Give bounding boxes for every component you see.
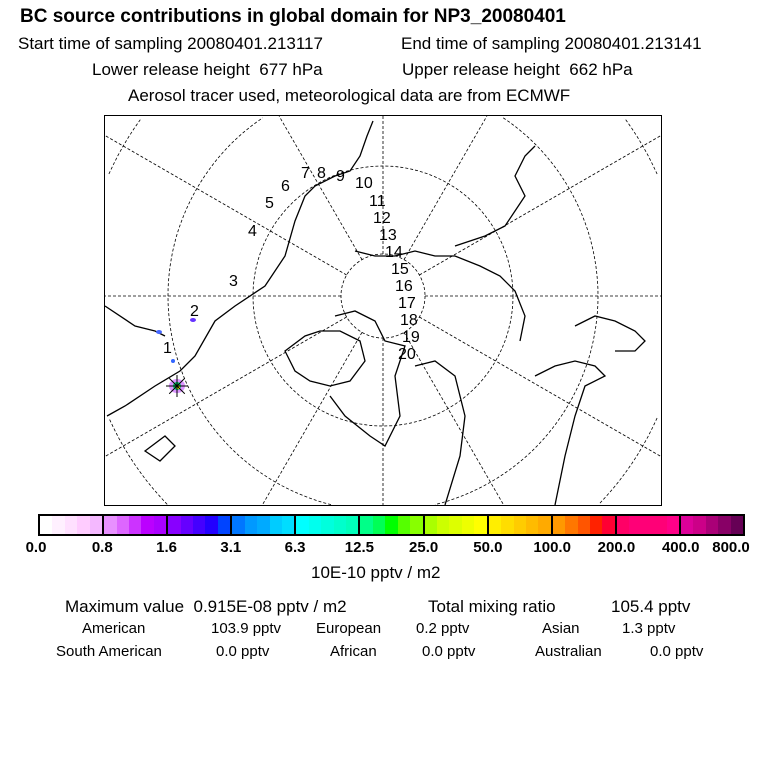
colorbar-shade — [346, 516, 358, 534]
colorbar-shade — [77, 516, 89, 534]
colorbar-segment — [360, 516, 424, 534]
trajectory-label: 14 — [385, 244, 403, 261]
colorbar-tick-label: 50.0 — [473, 539, 503, 556]
colorbar-shade — [398, 516, 410, 534]
coastline — [535, 361, 605, 505]
region-name: European — [316, 620, 382, 637]
upper-release — [402, 60, 633, 80]
total-label: Total mixing ratio — [428, 597, 556, 616]
colorbar-segment — [168, 516, 232, 534]
trajectory-label: 2 — [190, 303, 199, 320]
colorbar-shade — [578, 516, 590, 534]
trajectory-label: 4 — [248, 223, 257, 240]
trajectory-label: 19 — [402, 329, 420, 346]
region-name: African — [330, 643, 377, 660]
colorbar-shade — [360, 516, 372, 534]
colorbar-shade — [257, 516, 269, 534]
coastline — [575, 316, 645, 351]
colorbar-tick-label: 400.0 — [661, 539, 700, 556]
colorbar-shade — [52, 516, 64, 534]
colorbar-tick-label: 800.0 — [712, 539, 750, 556]
colorbar-shade — [629, 516, 641, 534]
colorbar-tick-label: 0.0 — [25, 539, 47, 556]
latitude-circle — [599, 418, 657, 504]
colorbar-tick-label: 100.0 — [533, 539, 571, 556]
region-value: 1.3 pptv — [622, 620, 676, 637]
colorbar-shade — [437, 516, 449, 534]
polar-map — [105, 116, 661, 505]
trajectory-label: 10 — [355, 175, 373, 192]
region-value: 0.0 pptv — [216, 643, 270, 660]
trajectory-label: 13 — [379, 227, 397, 244]
colorbar-shade — [617, 516, 629, 534]
region-name: South American — [56, 643, 162, 660]
trajectory-label: 11 — [369, 193, 386, 210]
colorbar-shade — [373, 516, 385, 534]
colorbar-shade — [193, 516, 205, 534]
trajectory-label: 18 — [400, 312, 418, 329]
trajectory-label: 17 — [398, 295, 416, 312]
trajectory-label: 8 — [317, 165, 326, 182]
start-label: Start time of sampling — [18, 34, 183, 53]
coastline — [415, 361, 465, 505]
trajectory-label: 3 — [229, 273, 238, 290]
colorbar-shade — [154, 516, 166, 534]
region-value: 0.0 pptv — [422, 643, 476, 660]
sampling-start — [18, 34, 323, 54]
total-value: 105.4 pptv — [611, 597, 691, 616]
colorbar-shade — [104, 516, 116, 534]
colorbar-shade — [474, 516, 486, 534]
colorbar-shade — [526, 516, 538, 534]
colorbar-segment — [104, 516, 168, 534]
colorbar-shade — [565, 516, 577, 534]
trajectory-label: 6 — [281, 178, 290, 195]
colorbar-shade — [129, 516, 141, 534]
colorbar-segment — [681, 516, 743, 534]
colorbar-segment — [425, 516, 489, 534]
colorbar-shade — [489, 516, 501, 534]
colorbar-tick-label: 25.0 — [409, 539, 439, 556]
colorbar-unit: 10E-10 pptv / m2 — [311, 563, 441, 582]
colorbar-shade — [410, 516, 422, 534]
max-value — [65, 597, 347, 617]
colorbar-shade — [309, 516, 321, 534]
max-label: Maximum value — [65, 597, 185, 616]
colorbar-shade — [501, 516, 513, 534]
colorbar-shade — [538, 516, 550, 534]
sampling-end — [401, 34, 702, 54]
colorbar-shade — [385, 516, 397, 534]
trajectory-label: 5 — [265, 195, 274, 212]
concentration-plume — [171, 359, 175, 363]
colorbar-tick-label: 0.8 — [91, 539, 113, 556]
trajectory-label: 7 — [301, 165, 310, 182]
meridian-line — [105, 135, 347, 275]
colorbar-shade — [141, 516, 153, 534]
colorbar-shade — [270, 516, 282, 534]
colorbar-shade — [667, 516, 679, 534]
region-value: 103.9 pptv — [211, 620, 282, 637]
colorbar-shade — [654, 516, 666, 534]
max-number: 0.915E-08 pptv / m2 — [193, 597, 347, 616]
trajectory-label: 1 — [163, 340, 172, 357]
meridian-line — [262, 332, 362, 505]
colorbar-shade — [681, 516, 693, 534]
colorbar-shade — [514, 516, 526, 534]
colorbar-shade — [232, 516, 244, 534]
trajectory-label: 16 — [395, 278, 413, 295]
trajectory-label: 20 — [398, 346, 416, 363]
colorbar-tick-label: 1.6 — [156, 539, 177, 556]
colorbar-segment — [617, 516, 681, 534]
colorbar-shade — [205, 516, 217, 534]
end-value: 20080401.213141 — [564, 34, 702, 53]
upper-label: Upper release height — [402, 60, 560, 79]
colorbar-segment — [553, 516, 617, 534]
lower-label: Lower release height — [92, 60, 250, 79]
colorbar-shade — [90, 516, 102, 534]
colorbar-segment — [40, 516, 104, 534]
region-name: Asian — [542, 620, 580, 637]
end-label: End time of sampling — [401, 34, 560, 53]
trajectory-label: 9 — [336, 168, 345, 185]
colorbar-shade — [553, 516, 565, 534]
colorbar-tick-label: 12.5 — [344, 539, 374, 556]
coastline — [105, 306, 165, 336]
region-value: 0.2 pptv — [416, 620, 470, 637]
colorbar-shade — [181, 516, 193, 534]
tracer-note: Aerosol tracer used, meteorological data are from ECMWF — [128, 86, 571, 105]
meridian-line — [279, 116, 362, 260]
colorbar-shade — [425, 516, 437, 534]
colorbar-tick-label: 6.3 — [284, 539, 306, 556]
colorbar-shade — [245, 516, 257, 534]
meridian-line — [419, 135, 661, 275]
region-name: American — [82, 620, 146, 637]
colorbar-shade — [117, 516, 129, 534]
latitude-circle — [109, 418, 167, 504]
colorbar-shade — [282, 516, 294, 534]
meridian-line — [404, 332, 504, 505]
colorbar-shade — [218, 516, 230, 534]
colorbar-shade — [65, 516, 77, 534]
colorbar-shade — [168, 516, 180, 534]
latitude-circle — [435, 296, 598, 505]
coastline — [285, 331, 365, 386]
meridian-line — [404, 116, 487, 260]
colorbar-segment — [232, 516, 296, 534]
colorbar-segment — [489, 516, 553, 534]
colorbar-shade — [731, 516, 743, 534]
meridian-line — [105, 317, 347, 457]
lower-release — [92, 60, 323, 80]
colorbar-tick-label: 3.1 — [220, 539, 242, 556]
region-value: 0.0 pptv — [650, 643, 704, 660]
upper-value: 662 hPa — [569, 60, 633, 79]
colorbar-segment — [296, 516, 360, 534]
colorbar-shade — [642, 516, 654, 534]
colorbar-shade — [449, 516, 461, 534]
colorbar — [38, 514, 745, 536]
colorbar-shade — [693, 516, 705, 534]
colorbar-shade — [718, 516, 730, 534]
concentration-plume — [156, 330, 162, 334]
figure-title: BC source contributions in global domain for NP3_20080401 — [20, 6, 566, 27]
colorbar-shade — [602, 516, 614, 534]
colorbar-shade — [321, 516, 333, 534]
meridian-line — [419, 317, 661, 457]
colorbar-tick-label: 200.0 — [597, 539, 636, 556]
colorbar-shade — [590, 516, 602, 534]
colorbar-shade — [40, 516, 52, 534]
coastline — [145, 436, 175, 461]
colorbar-shade — [296, 516, 308, 534]
map-panel — [104, 115, 662, 506]
colorbar-shade — [706, 516, 718, 534]
trajectory-label: 15 — [391, 261, 409, 278]
start-value: 20080401.213117 — [187, 34, 323, 53]
coastline — [455, 146, 535, 246]
lower-value: 677 hPa — [259, 60, 323, 79]
coastline — [107, 121, 373, 416]
colorbar-shade — [334, 516, 346, 534]
region-name: Australian — [535, 643, 602, 660]
trajectory-label: 12 — [373, 210, 391, 227]
colorbar-shade — [462, 516, 474, 534]
